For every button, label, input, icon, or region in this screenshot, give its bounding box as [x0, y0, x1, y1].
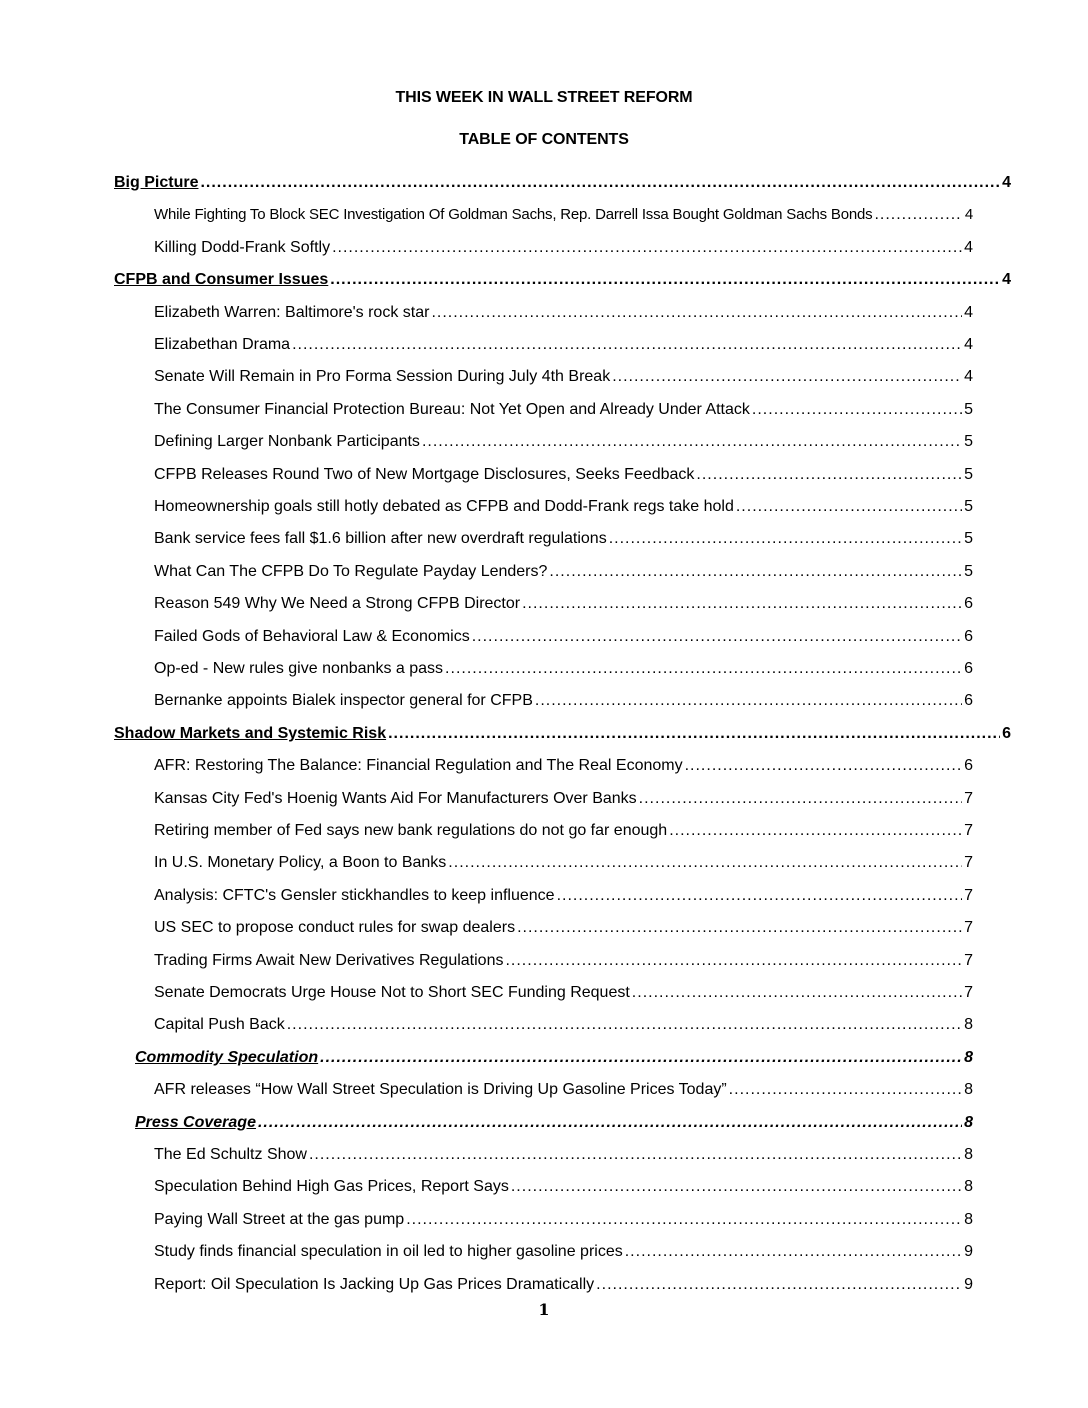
- toc-entry[interactable]: [154, 528, 973, 550]
- toc-entry-page: 8: [964, 1146, 973, 1163]
- toc-entry[interactable]: [154, 1176, 973, 1198]
- dot-leader: [258, 1112, 962, 1134]
- toc-entry-title: Big Picture: [114, 174, 199, 191]
- toc-entry-page: 7: [964, 951, 973, 969]
- dot-leader: [696, 464, 962, 486]
- toc-entry-page: 9: [964, 1243, 973, 1261]
- dot-leader: [431, 302, 962, 324]
- dot-leader: [549, 561, 962, 583]
- dot-leader: [632, 982, 962, 1004]
- toc-entry-title: Study finds financial speculation in oil led to higher gasoline prices: [154, 1243, 623, 1261]
- toc-entry-page: 7: [964, 984, 973, 1001]
- toc-entry-title: Op-ed - New rules give nonbanks a pass: [154, 660, 444, 677]
- toc-entry-page: 8: [964, 1113, 973, 1131]
- document-title: THIS WEEK IN WALL STREET REFORM: [395, 89, 693, 106]
- toc-entry-title: Bank service fees fall $1.6 billion after new overdraft regulations: [154, 530, 607, 548]
- toc-entry[interactable]: [154, 1079, 973, 1101]
- toc-entry-title: Homeownership goals still hotly debated as CFPB and Dodd-Frank regs take hold: [154, 498, 734, 515]
- toc-entry[interactable]: [154, 464, 973, 486]
- toc-entry-title: Reason 549 Why We Need a Strong CFPB Director: [154, 595, 521, 613]
- toc-entry[interactable]: [154, 431, 973, 453]
- toc-entry[interactable]: [154, 561, 973, 583]
- toc-entry-page: 9: [964, 1275, 973, 1293]
- toc-entry[interactable]: [154, 1144, 973, 1166]
- dot-leader: [557, 885, 963, 907]
- dot-leader: [330, 269, 1000, 291]
- toc-entry-title: Senate Will Remain in Pro Forma Session During July 4th Break: [154, 368, 611, 386]
- toc-entry-page: 8: [964, 1210, 973, 1228]
- toc-entry[interactable]: [154, 982, 973, 1004]
- toc-entry[interactable]: [154, 1274, 973, 1296]
- dot-leader: [511, 1176, 962, 1198]
- dot-leader: [639, 788, 962, 810]
- dot-leader: [388, 723, 1000, 745]
- toc-entry[interactable]: [154, 366, 973, 388]
- toc-entry-title: US SEC to propose conduct rules for swap dealers: [154, 919, 516, 937]
- dot-leader: [422, 431, 962, 453]
- toc-entry[interactable]: [154, 820, 973, 842]
- toc-entry-page: 6: [964, 692, 973, 710]
- toc-entry[interactable]: [154, 204, 973, 226]
- toc-entry[interactable]: [154, 950, 973, 972]
- dot-leader: [472, 626, 962, 648]
- toc-entry[interactable]: [154, 917, 973, 939]
- dot-leader: [596, 1274, 962, 1296]
- toc-entry[interactable]: [154, 399, 973, 421]
- toc-entry-page: 8: [964, 1081, 973, 1099]
- toc-entry-page: 7: [964, 854, 973, 872]
- toc-entry-page: 7: [964, 822, 973, 839]
- dot-leader: [736, 496, 962, 518]
- toc-entry-page: 6: [964, 627, 973, 645]
- toc-entry[interactable]: [154, 334, 973, 356]
- toc-entry-title: AFR: Restoring The Balance: Financial Regulation and The Real Economy: [154, 757, 683, 775]
- toc-entry-page: 7: [964, 886, 973, 904]
- toc-entry-title: Kansas City Fed's Hoenig Wants Aid For Manufacturers Over Banks: [154, 789, 637, 807]
- toc-entry-title: Shadow Markets and Systemic Risk: [114, 724, 387, 742]
- dot-leader: [625, 1241, 962, 1263]
- toc-entry-page: 4: [964, 368, 973, 386]
- toc-entry-page: 6: [964, 660, 973, 677]
- toc-entry-page: 5: [964, 465, 973, 483]
- dot-leader: [729, 1079, 962, 1101]
- dot-leader: [522, 593, 962, 615]
- dot-leader: [332, 237, 962, 259]
- toc-entry-title: Trading Firms Await New Derivatives Regulations: [154, 951, 504, 969]
- toc-entry-page: 4: [964, 238, 973, 256]
- toc-entry-title: Elizabethan Drama: [154, 336, 291, 353]
- toc-section-entry[interactable]: [135, 1112, 973, 1134]
- toc-entry-title: In U.S. Monetary Policy, a Boon to Banks: [154, 854, 447, 872]
- toc-entry-page: 5: [964, 530, 973, 548]
- toc-entry-title: Press Coverage: [135, 1113, 256, 1131]
- toc-entry[interactable]: [154, 237, 973, 259]
- dot-leader: [200, 172, 1000, 194]
- dot-leader: [445, 658, 962, 680]
- toc-entry-title: Senate Democrats Urge House Not to Short SEC Funding Request: [154, 984, 630, 1001]
- toc-entry[interactable]: [154, 626, 973, 648]
- toc-entry-title: Paying Wall Street at the gas pump: [154, 1210, 405, 1228]
- toc-entry-title: Report: Oil Speculation Is Jacking Up Gas Prices Dramatically: [154, 1275, 595, 1293]
- toc-entry[interactable]: [154, 496, 973, 518]
- toc-entry[interactable]: [154, 593, 973, 615]
- toc-entry-page: 4: [1002, 271, 1011, 289]
- dot-leader: [535, 690, 962, 712]
- dot-leader: [406, 1209, 962, 1231]
- toc-entry[interactable]: [154, 788, 973, 810]
- dot-leader: [287, 1014, 962, 1036]
- dot-leader: [752, 399, 962, 421]
- toc-heading: TABLE OF CONTENTS: [459, 131, 629, 148]
- toc-entry-title: Bernanke appoints Bialek inspector general for CFPB: [154, 692, 533, 710]
- toc-entry-title: Failed Gods of Behavioral Law & Economics: [154, 627, 470, 645]
- dot-leader: [685, 755, 963, 777]
- toc-entry-page: 6: [964, 595, 973, 613]
- toc-entry-title: CFPB Releases Round Two of New Mortgage Disclosures, Seeks Feedback: [154, 465, 695, 483]
- dot-leader: [309, 1144, 962, 1166]
- toc-entry-title: Defining Larger Nonbank Participants: [154, 433, 420, 451]
- toc-entry[interactable]: [154, 658, 973, 680]
- toc-entry[interactable]: [154, 1014, 973, 1036]
- toc-entry-page: 4: [964, 303, 973, 321]
- toc-entry-title: Capital Push Back: [154, 1016, 285, 1034]
- dot-leader: [320, 1047, 962, 1069]
- toc-entry[interactable]: [154, 755, 973, 777]
- toc-entry-page: 7: [964, 789, 973, 807]
- toc-entry-title: Analysis: CFTC's Gensler stickhandles to keep influence: [154, 886, 555, 904]
- toc-section-entry[interactable]: [114, 172, 1011, 194]
- toc-entry-page: 6: [1002, 724, 1011, 742]
- dot-leader: [874, 204, 962, 226]
- page-number: 1: [538, 1300, 550, 1319]
- toc-section-entry[interactable]: [114, 723, 1011, 745]
- toc-entry-title: The Consumer Financial Protection Bureau: Not Yet Open and Already Under Attack: [154, 400, 750, 418]
- dot-leader: [669, 820, 962, 842]
- toc-entry[interactable]: [154, 1241, 973, 1263]
- toc-entry-title: Commodity Speculation: [135, 1048, 319, 1066]
- toc-section-entry[interactable]: [114, 269, 1011, 291]
- toc-entry-page: 4: [1002, 174, 1011, 191]
- toc-entry-title: What Can The CFPB Do To Regulate Payday Lenders?: [154, 562, 548, 580]
- toc-entry[interactable]: [154, 852, 973, 874]
- toc-entry-title: Retiring member of Fed says new bank regulations do not go far enough: [154, 822, 668, 839]
- toc-entry-title: Elizabeth Warren: Baltimore's rock star: [154, 303, 430, 321]
- toc-entry-page: 4: [964, 206, 973, 224]
- toc-entry[interactable]: [154, 885, 973, 907]
- toc-entry-page: 8: [964, 1178, 973, 1196]
- toc-entry-page: 5: [964, 433, 973, 451]
- toc-entry-title: While Fighting To Block SEC Investigation Of Goldman Sachs, Rep. Darrell Issa Bought Goldman Sachs Bonds: [154, 206, 873, 224]
- dot-leader: [448, 852, 962, 874]
- toc-section-entry[interactable]: [135, 1047, 973, 1069]
- toc-entry-page: 6: [964, 757, 973, 775]
- dot-leader: [505, 950, 962, 972]
- dot-leader: [612, 366, 962, 388]
- toc-entry[interactable]: [154, 302, 973, 324]
- toc-entry-page: 5: [964, 562, 973, 580]
- toc-entry-title: The Ed Schultz Show: [154, 1146, 307, 1163]
- toc-entry-page: 8: [964, 1048, 973, 1066]
- toc-entry[interactable]: [154, 1209, 973, 1231]
- toc-entry-page: 8: [964, 1016, 973, 1034]
- dot-leader: [292, 334, 962, 356]
- dot-leader: [517, 917, 962, 939]
- dot-leader: [609, 528, 962, 550]
- toc-entry-title: CFPB and Consumer Issues: [114, 271, 329, 289]
- toc-entry[interactable]: [154, 690, 973, 712]
- toc-entry-title: Killing Dodd-Frank Softly: [154, 238, 331, 256]
- toc-entry-title: AFR releases “How Wall Street Speculation is Driving Up Gasoline Prices Today”: [154, 1081, 727, 1099]
- toc-entry-page: 5: [964, 498, 973, 515]
- toc-entry-page: 7: [964, 919, 973, 937]
- toc-entry-page: 4: [964, 336, 973, 353]
- toc-entry-title: Speculation Behind High Gas Prices, Report Says: [154, 1178, 509, 1196]
- toc-entry-page: 5: [964, 400, 973, 418]
